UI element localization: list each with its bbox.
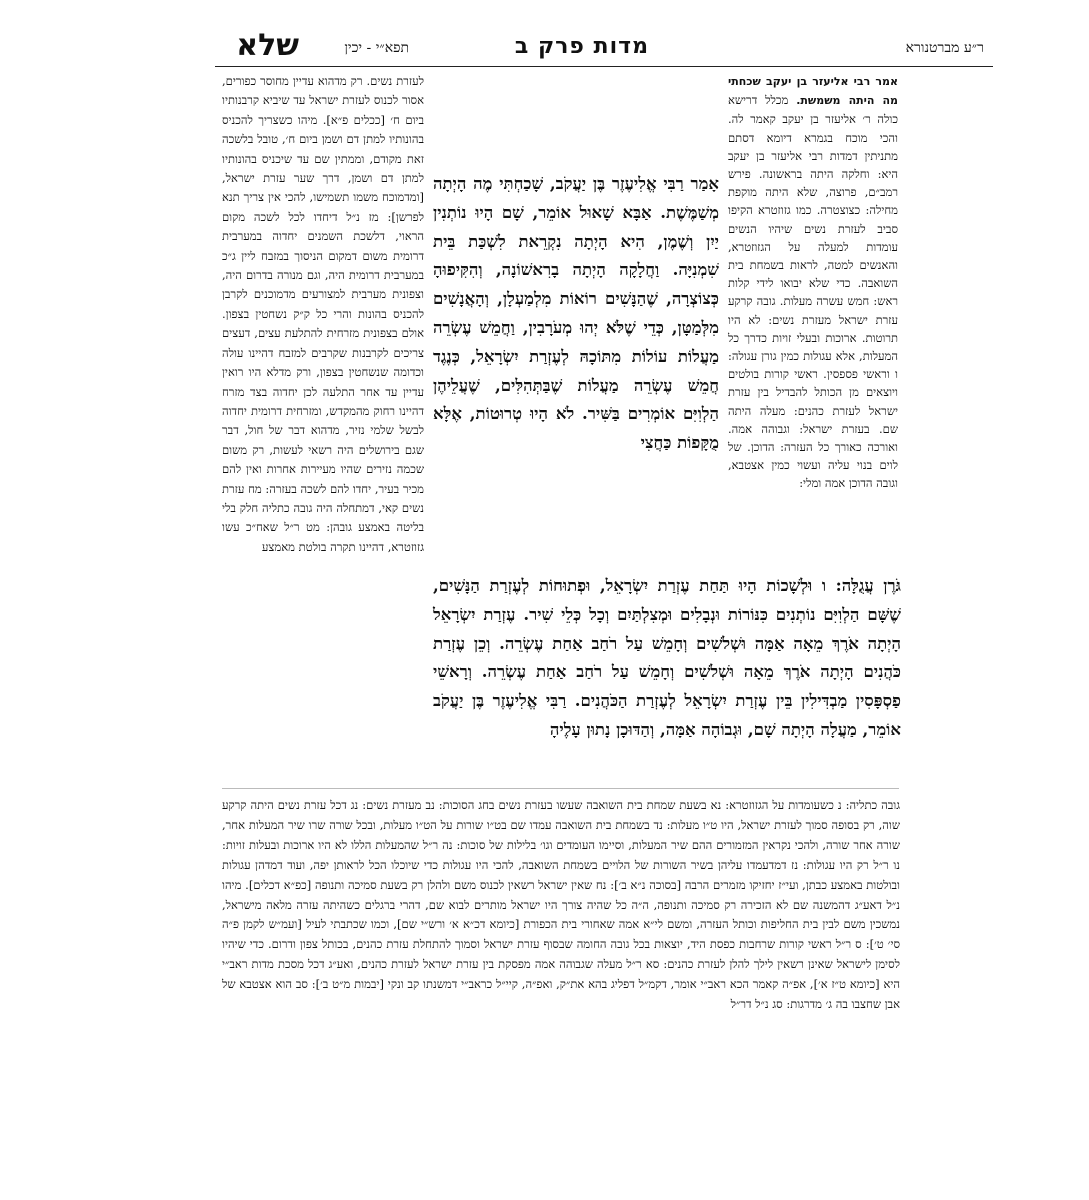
bartenura-commentary-column [728, 72, 898, 493]
mishna-text-wide: גֹּרֶן עֲגֻלָּה: ו וּלְשָׁכוֹת הָיוּ תַּחַת עֶזְרַת יִשְׂרָאֵל, וּפְתוּחוֹת לְעֶזְרַת הַנָּשִׁים, שֶׁשָּׁם הַלְוִיִּם נוֹתְנִים כִּנּוֹרוֹת וּנְבָלִים וּמְצִלְתַּיִם וְכָל כְּלֵי שִׁיר. עֶזְרַת יִשְׂרָאֵל הָיְתָה אֹרֶךְ מֵאָה אַמָּה וּשְׁלֹשִׁים וְחָמֵשׁ עַל רֹחַב אַחַת עֶשְׂרֵה. וְכֵן עֶזְרַת כֹּהֲנִים הָיְתָה אֹרֶךְ מֵאָה וּשְׁלֹשִׁים וְחָמֵשׁ עַל רֹחַב אַחַת עֶשְׂרֵה. וְרָאשֵׁי פַסְפָּסִין מַבְדִּילִין בֵּין עֶזְרַת יִשְׂרָאֵל לְעֶזְרַת הַכֹּהֲנִים. רַבִּי אֱלִיעֶזֶר בֶּן יַעֲקֹב אוֹמֵר, מַעֲלָה הָיְתָה שָׁם, וּגְבוֹהָה אַמָּה, וְהַדּוּכָן נָתוּן עָלֶיהָ [433, 576, 901, 739]
footnotes-block: גובה כתליה: נ כשעומדות על הגזוזטרא: נא בשעת שמחת בית השואבה שעשו בעזרת נשים בחג הסוכות: נב מעזרת נשים: נג דכל עזרת נשים היתה קרקע שוה, רק בסופה סמוך לעזרת ישראל, היו ט״ו מעלות: נד בשמחת בית השואבה עמדו שם בט״ו שורות על הט״ו מעלות, ובכל שורה שרו שיר המעלות אחר, שורה אחר שורה, ולהכי נקראין המזמורים ההם שיר המעלות, וסיימו העומדים וגו׳ בלילות של סוכות: נה ר״ל שהמעלות הללו לא היו ארוכות ובעלות זויות: נו ר״ל רק היו עגולות: נז דמדעמדו עליהן בשיר השורות של הלויים בשמחת השואבה, להכי היו עגולות כדי שיוכלו הכל לראותן יפה, ועוד דמדהן עגולות ובולטות באמצע כבתן, ועי״ז יחזיקו מזמרים הרבה [בסוכה נ״א ב׳]: נח שאין ישראל רשאין לכנוס משם ולהלן רק בשעת סמיכה ותנופה [כפ״א דכלים]. מיהו נ״ל דאע״ג דהמשנה שם לא הזכירה רק סמיכה ותנופה, ה״ה כל שהיה צורך היו ישראל מותרים לבוא שם, דהרי ברגלים כשהיתה עזרה מלאה מישראל, נמשכין משם לבין בית החליפות וכותל העזרה, ומשם לי״א אמה שאחורי בית הכפורת [כיומא דכ״א א׳ ורש״י שם], וכמו שכתבתי לעיל [ועמ״ש לקמן פ״ה סי׳ ט׳]: ס ר״ל ראשי קורות שרחבות כפסת היד, יוצאות בכל גובה החומה שבסוף עזרת ישראל וסמוך להתחלת עזרת כהנים, בכותל צפון ודרום. כדי שיהיו לסימן לישראל שאינן רשאין לילך להלן לעזרת כהנים: סא ר״ל מעלה שגבוהה אמה מפסקת בין עזרת ישראל לעזרת כהנים, ואע״ג דכל מסכת מדות ראב״י היא [כיומא ט״ז א׳], אפ״ה קאמר הכא ראב״י אומר, דקמ״ל דפליג בהא את״ק, ואפ״ה, קיי״ל כראב״י דמשנתו קב ונקי [יבמות מ״ט ב׳]: סב הוא אצטבא של אבן שחצבו בה ג׳ מדרגות: סג נ״ל דר״ל [222, 798, 900, 1012]
page-number: שלא [236, 28, 299, 63]
commentary-body-text: מכלל דרישא כולה ר׳ אליעזר בן יעקב קאמר לה. והכי מוכח בגמרא דיומא דסתם מתניתין דמדות רבי אליעזר בן יעקב היא: וחלקה היתה בראשונה. פירש רמב״ם, פרוצה, שלא היתה מוקפת מחילה: כצוצטרה. כמו גזוזטרא הקיפו סביב לעזרת נשים שיהיו הנשים עומדות למעלה על הגזוזטרא, והאנשים למטה, לראות בשמחת בית השואבה. כדי שלא יבואו לידי קלות ראש: חמש עשרה מעלות. גובה קרקע עזרת ישראל מעזרת נשים: לא היו תרוטות. ארוכות ובעלי זויות כדרך כל המעלות, אלא עגולות כמין גורן עגולה: ו וראשי פספסין. ראשי קורות בולטים ויוצאים מן הכותל להבדיל בין עזרת ישראל לעזרת כהנים: מעלה היתה שם. בעזרת ישראל: וגבוהה אמה. ואורכה כאורך כל העזרה: הדוכן. של לוים בנוי עליה ועשוי כמין אצטבא, וגובה הדוכן אמה ומלי: [728, 93, 898, 491]
running-header-commentary: ר״ע מברטנורא [905, 40, 984, 56]
commentary-lead-text: אמר רבי אליעזר בן יעקב שכחתי מה היתה משמשת. [728, 75, 899, 108]
header-rule [215, 66, 993, 67]
running-header-range: תפא״י - יכין [344, 40, 409, 56]
mishna-text-top: אָמַר רַבִּי אֱלִיעֶזֶר בֶּן יַעֲקֹב, שָׁכַחְתִּי מֶה הָיְתָה מְשַׁמֶּשֶׁת. אַבָּא שָׁאוּל אוֹמֵר, שָׁם הָיוּ נוֹתְנִין יַיִן וְשֶׁמֶן, הִיא הָיְתָה נִקְרֵאת לִשְׁכַּת בֵּית שִׁמְנִיָּה. וַחֲלָקָה הָיְתָה בָרִאשׁוֹנָה, וְהִקִּיפוּהָ כְּצוֹצְרָה, שֶׁהַנָּשִׁים רוֹאוֹת מִלְמַעְלָן, וְהָאֲנָשִׁים מִלְּמַטָּן, כְּדֵי שֶׁלֹּא יְהוּ מְעֹרָבִין, וַחֲמֵשׁ עֶשְׂרֵה מַעֲלוֹת עוֹלוֹת מִתּוֹכָהּ לְעֶזְרַת יִשְׂרָאֵל, כְּנֶגֶד חֲמֵשׁ עֶשְׂרֵה מַעֲלוֹת שֶׁבַּתְּהִלִּים, שֶׁעֲלֵיהֶן הַלְוִיִּם אוֹמְרִים בַּשִּׁיר. לֹא הָיוּ טְרוּטוֹת, אֶלָּא מֻקָּפוֹת כַּחֲצִי [433, 174, 719, 453]
running-header-title: מדות פרק ב [514, 34, 649, 59]
footnote-divider [222, 788, 899, 789]
tiferet-yisrael-commentary-column: לעזרת נשים. רק מדהוא עדיין מחוסר כפורים, אסור לכנוס לעזרת ישראל עד שיביא קרבנותיו ביום ח׳ [ככלים פ״א]. מיהו כשצריך להכניס בהונותיו למתן דם ושמן ביום ח׳, טובל בלשכה זאת מקודם, וממתין שם עד שיכניס בהונותיו למתן דם ושמן, דרך שער עזרת ישראל, [ומדמוכח משמו תשמישו, להכי אין צריך תנא לפרשן]: מז נ״ל דיחדו לכל לשכה מקום הראוי, דלשכת השמנים יחדוה במערבית דרומית משום דמקום הניסוך במזבח ליין ג״כ במערבית דרומית היה, וגם מנורה בדרום היה, וצפונית מערבית למצורעים מדמוכנים לקרבן להכניס בהונות והרי כל ק״ק נשחטין בצפון. אולם בצפונית מזרחית להתלעת עצים, דעצים צריכים לקרבנות שקרבים למזבח דהיינו עולה וכדומה שנשחטין בצפון, ורק מדלא היו רואין עדיין עד אחר התלעה לכן יחדוה בצד מזרח דהיינו רחוק מהמקדש, ומזרחית דרומית יחדוה לבשל שלמי נזיר, מדהוא דבר של חול, דבר שגם בירושלים היה רשאי לעשות, רק משום שכמה נזירים שהיו מעיירות אחרות ואין להם מכיר בעיר, יחדו להם לשכה בעזרה: מח עזרת נשים קאי, דמתחלה היה גובה כתליה חלק בלי בליטה באמצע גובהן: מט ר״ל שאח״כ עשו גזוזטרא, דהיינו תקרה בולטת מאמצע [222, 74, 424, 554]
